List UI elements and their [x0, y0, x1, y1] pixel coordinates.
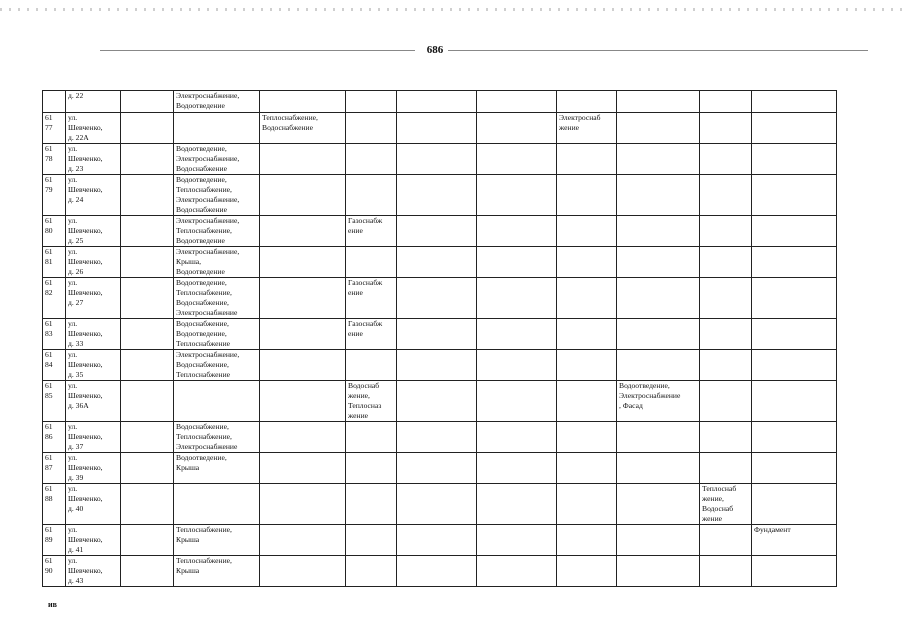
works-col-c: [260, 91, 346, 113]
works-col-g: [557, 175, 617, 216]
works-col-b: Водоотведение, Теплоснабжение, Электроснабжение, Водоснабжение: [174, 175, 260, 216]
works-col-c: [260, 319, 346, 350]
works-col-e: [397, 144, 477, 175]
works-col-j: [752, 91, 837, 113]
works-col-c: [260, 247, 346, 278]
row-number: 61 90: [43, 556, 66, 587]
works-col-e: [397, 175, 477, 216]
address-cell: ул. Шевченко, д. 33: [66, 319, 121, 350]
works-col-h: [617, 350, 700, 381]
address-cell: ул. Шевченко, д. 35: [66, 350, 121, 381]
works-col-b: [174, 381, 260, 422]
works-col-e: [397, 484, 477, 525]
works-col-i: [700, 113, 752, 144]
address-cell: ул. Шевченко, д. 22А: [66, 113, 121, 144]
works-col-f: [477, 556, 557, 587]
works-col-b: Водоснабжение, Теплоснабжение, Электроснабжение: [174, 422, 260, 453]
works-col-h: [617, 453, 700, 484]
works-col-i: [700, 144, 752, 175]
footer-mark: ив: [48, 600, 57, 609]
works-col-b: Водоотведение, Теплоснабжение, Водоснабжение, Электроснабжение: [174, 278, 260, 319]
table-row: [43, 175, 837, 216]
works-col-a: [121, 91, 174, 113]
works-col-c: [260, 144, 346, 175]
works-col-c: [260, 175, 346, 216]
table-row: [43, 91, 837, 113]
works-col-c: [260, 556, 346, 587]
works-col-d: [346, 247, 397, 278]
works-col-j: [752, 175, 837, 216]
works-col-f: [477, 484, 557, 525]
address-cell: ул. Шевченко, д. 40: [66, 484, 121, 525]
table-body: [43, 91, 837, 587]
row-number: 61 77: [43, 113, 66, 144]
table-row: [43, 319, 837, 350]
address-cell: ул. Шевченко, д. 24: [66, 175, 121, 216]
row-number: 61 81: [43, 247, 66, 278]
row-number: 61 80: [43, 216, 66, 247]
row-number: 61 83: [43, 319, 66, 350]
works-col-e: [397, 91, 477, 113]
works-col-d: [346, 453, 397, 484]
works-col-h: [617, 113, 700, 144]
works-col-d: [346, 113, 397, 144]
address-cell: ул. Шевченко, д. 41: [66, 525, 121, 556]
works-col-j: [752, 453, 837, 484]
address-cell: ул. Шевченко, д. 23: [66, 144, 121, 175]
works-col-h: [617, 422, 700, 453]
works-col-g: [557, 556, 617, 587]
works-col-b: Теплоснабжение, Крыша: [174, 525, 260, 556]
works-col-a: [121, 216, 174, 247]
works-col-b: Электроснабжение, Водоснабжение, Теплоснабжение: [174, 350, 260, 381]
works-col-d: [346, 175, 397, 216]
row-number: 61 78: [43, 144, 66, 175]
works-col-d: [346, 91, 397, 113]
works-col-b: Электроснабжение, Водоотведение: [174, 91, 260, 113]
works-col-i: [700, 453, 752, 484]
works-col-f: [477, 422, 557, 453]
address-cell: д. 22: [66, 91, 121, 113]
repair-schedule-table: [42, 90, 837, 587]
table-row: [43, 350, 837, 381]
works-col-i: [700, 247, 752, 278]
works-col-h: [617, 484, 700, 525]
works-col-d: Газоснабж ение: [346, 319, 397, 350]
works-col-j: [752, 422, 837, 453]
works-col-g: [557, 319, 617, 350]
works-col-d: Газоснабж ение: [346, 278, 397, 319]
row-number: 61 89: [43, 525, 66, 556]
works-col-a: [121, 278, 174, 319]
works-col-f: [477, 319, 557, 350]
works-col-g: [557, 525, 617, 556]
page-number: 686: [426, 44, 444, 56]
works-col-a: [121, 556, 174, 587]
works-col-a: [121, 381, 174, 422]
address-cell: ул. Шевченко, д. 25: [66, 216, 121, 247]
works-col-a: [121, 525, 174, 556]
works-col-e: [397, 422, 477, 453]
works-col-g: [557, 453, 617, 484]
works-col-h: [617, 216, 700, 247]
works-col-j: [752, 381, 837, 422]
works-col-d: [346, 422, 397, 453]
works-col-a: [121, 175, 174, 216]
works-col-c: [260, 453, 346, 484]
works-col-g: [557, 247, 617, 278]
works-col-d: Водоснаб жение, Теплосназ жение: [346, 381, 397, 422]
works-col-d: [346, 350, 397, 381]
works-col-b: [174, 484, 260, 525]
works-col-d: [346, 556, 397, 587]
works-col-d: [346, 484, 397, 525]
works-col-j: [752, 278, 837, 319]
row-number: 61 82: [43, 278, 66, 319]
works-col-j: [752, 556, 837, 587]
works-col-b: Теплоснабжение, Крыша: [174, 556, 260, 587]
works-col-h: [617, 278, 700, 319]
works-col-h: Водоотведение, Электроснабжение , Фасад: [617, 381, 700, 422]
works-col-i: Теплоснаб жение, Водоснаб жение: [700, 484, 752, 525]
works-col-e: [397, 216, 477, 247]
header-rule-left: [100, 50, 415, 51]
works-col-i: [700, 278, 752, 319]
works-col-c: Теплоснабжение, Водоснабжение: [260, 113, 346, 144]
table-row: [43, 144, 837, 175]
works-col-g: [557, 484, 617, 525]
works-col-c: [260, 350, 346, 381]
works-col-h: [617, 319, 700, 350]
works-col-c: [260, 278, 346, 319]
row-number: 61 84: [43, 350, 66, 381]
works-col-h: [617, 91, 700, 113]
works-col-j: [752, 216, 837, 247]
works-col-c: [260, 484, 346, 525]
works-col-f: [477, 175, 557, 216]
works-col-f: [477, 453, 557, 484]
works-col-h: [617, 144, 700, 175]
table-row: [43, 278, 837, 319]
table-row: [43, 381, 837, 422]
works-col-c: [260, 381, 346, 422]
works-col-f: [477, 381, 557, 422]
works-col-i: [700, 175, 752, 216]
row-number: 61 88: [43, 484, 66, 525]
row-number: 61 79: [43, 175, 66, 216]
works-col-e: [397, 247, 477, 278]
works-col-h: [617, 175, 700, 216]
works-col-i: [700, 525, 752, 556]
works-col-a: [121, 484, 174, 525]
address-cell: ул. Шевченко, д. 43: [66, 556, 121, 587]
works-col-i: [700, 422, 752, 453]
row-number: [43, 91, 66, 113]
works-col-e: [397, 319, 477, 350]
works-col-a: [121, 247, 174, 278]
works-col-c: [260, 216, 346, 247]
works-col-g: [557, 144, 617, 175]
works-col-j: [752, 113, 837, 144]
works-col-e: [397, 278, 477, 319]
works-col-j: [752, 350, 837, 381]
works-col-f: [477, 350, 557, 381]
works-col-i: [700, 319, 752, 350]
works-col-a: [121, 453, 174, 484]
works-col-a: [121, 350, 174, 381]
works-col-j: [752, 319, 837, 350]
works-col-f: [477, 91, 557, 113]
address-cell: ул. Шевченко, д. 37: [66, 422, 121, 453]
works-col-i: [700, 556, 752, 587]
table-row: [43, 113, 837, 144]
works-col-e: [397, 350, 477, 381]
works-col-i: [700, 350, 752, 381]
table-row: [43, 247, 837, 278]
works-col-g: [557, 278, 617, 319]
works-col-j: Фундамент: [752, 525, 837, 556]
works-col-e: [397, 525, 477, 556]
scan-artifact: [0, 8, 905, 11]
works-col-d: Газоснабж ение: [346, 216, 397, 247]
works-col-j: [752, 247, 837, 278]
works-col-b: Водоотведение, Крыша: [174, 453, 260, 484]
works-col-e: [397, 453, 477, 484]
works-col-a: [121, 319, 174, 350]
works-col-h: [617, 556, 700, 587]
works-col-f: [477, 113, 557, 144]
works-col-f: [477, 144, 557, 175]
table-row: [43, 453, 837, 484]
address-cell: ул. Шевченко, д. 39: [66, 453, 121, 484]
works-col-f: [477, 525, 557, 556]
works-col-b: Электроснабжение, Крыша, Водоотведение: [174, 247, 260, 278]
works-col-i: [700, 91, 752, 113]
works-col-b: Водоснабжение, Водоотведение, Теплоснабжение: [174, 319, 260, 350]
table-row: [43, 525, 837, 556]
header-rule-right: [448, 50, 868, 51]
table-row: [43, 556, 837, 587]
works-col-a: [121, 422, 174, 453]
works-col-g: [557, 91, 617, 113]
works-col-g: [557, 350, 617, 381]
works-col-g: [557, 381, 617, 422]
works-col-a: [121, 144, 174, 175]
works-col-d: [346, 144, 397, 175]
address-cell: ул. Шевченко, д. 26: [66, 247, 121, 278]
row-number: 61 87: [43, 453, 66, 484]
row-number: 61 86: [43, 422, 66, 453]
works-col-e: [397, 113, 477, 144]
works-col-g: Электроснаб жение: [557, 113, 617, 144]
works-col-b: [174, 113, 260, 144]
works-col-c: [260, 422, 346, 453]
works-col-e: [397, 381, 477, 422]
works-col-b: Электроснабжение, Теплоснабжение, Водоотведение: [174, 216, 260, 247]
works-col-j: [752, 144, 837, 175]
row-number: 61 85: [43, 381, 66, 422]
address-cell: ул. Шевченко, д. 27: [66, 278, 121, 319]
works-col-e: [397, 556, 477, 587]
works-col-h: [617, 247, 700, 278]
works-col-a: [121, 113, 174, 144]
works-col-f: [477, 278, 557, 319]
works-col-i: [700, 381, 752, 422]
works-col-i: [700, 216, 752, 247]
works-col-j: [752, 484, 837, 525]
address-cell: ул. Шевченко, д. 36А: [66, 381, 121, 422]
works-col-f: [477, 216, 557, 247]
works-col-d: [346, 525, 397, 556]
works-col-b: Водоотведение, Электроснабжение, Водоснабжение: [174, 144, 260, 175]
works-col-g: [557, 216, 617, 247]
table-row: [43, 216, 837, 247]
works-col-h: [617, 525, 700, 556]
table-row: [43, 484, 837, 525]
works-col-c: [260, 525, 346, 556]
works-col-f: [477, 247, 557, 278]
works-col-g: [557, 422, 617, 453]
table-row: [43, 422, 837, 453]
